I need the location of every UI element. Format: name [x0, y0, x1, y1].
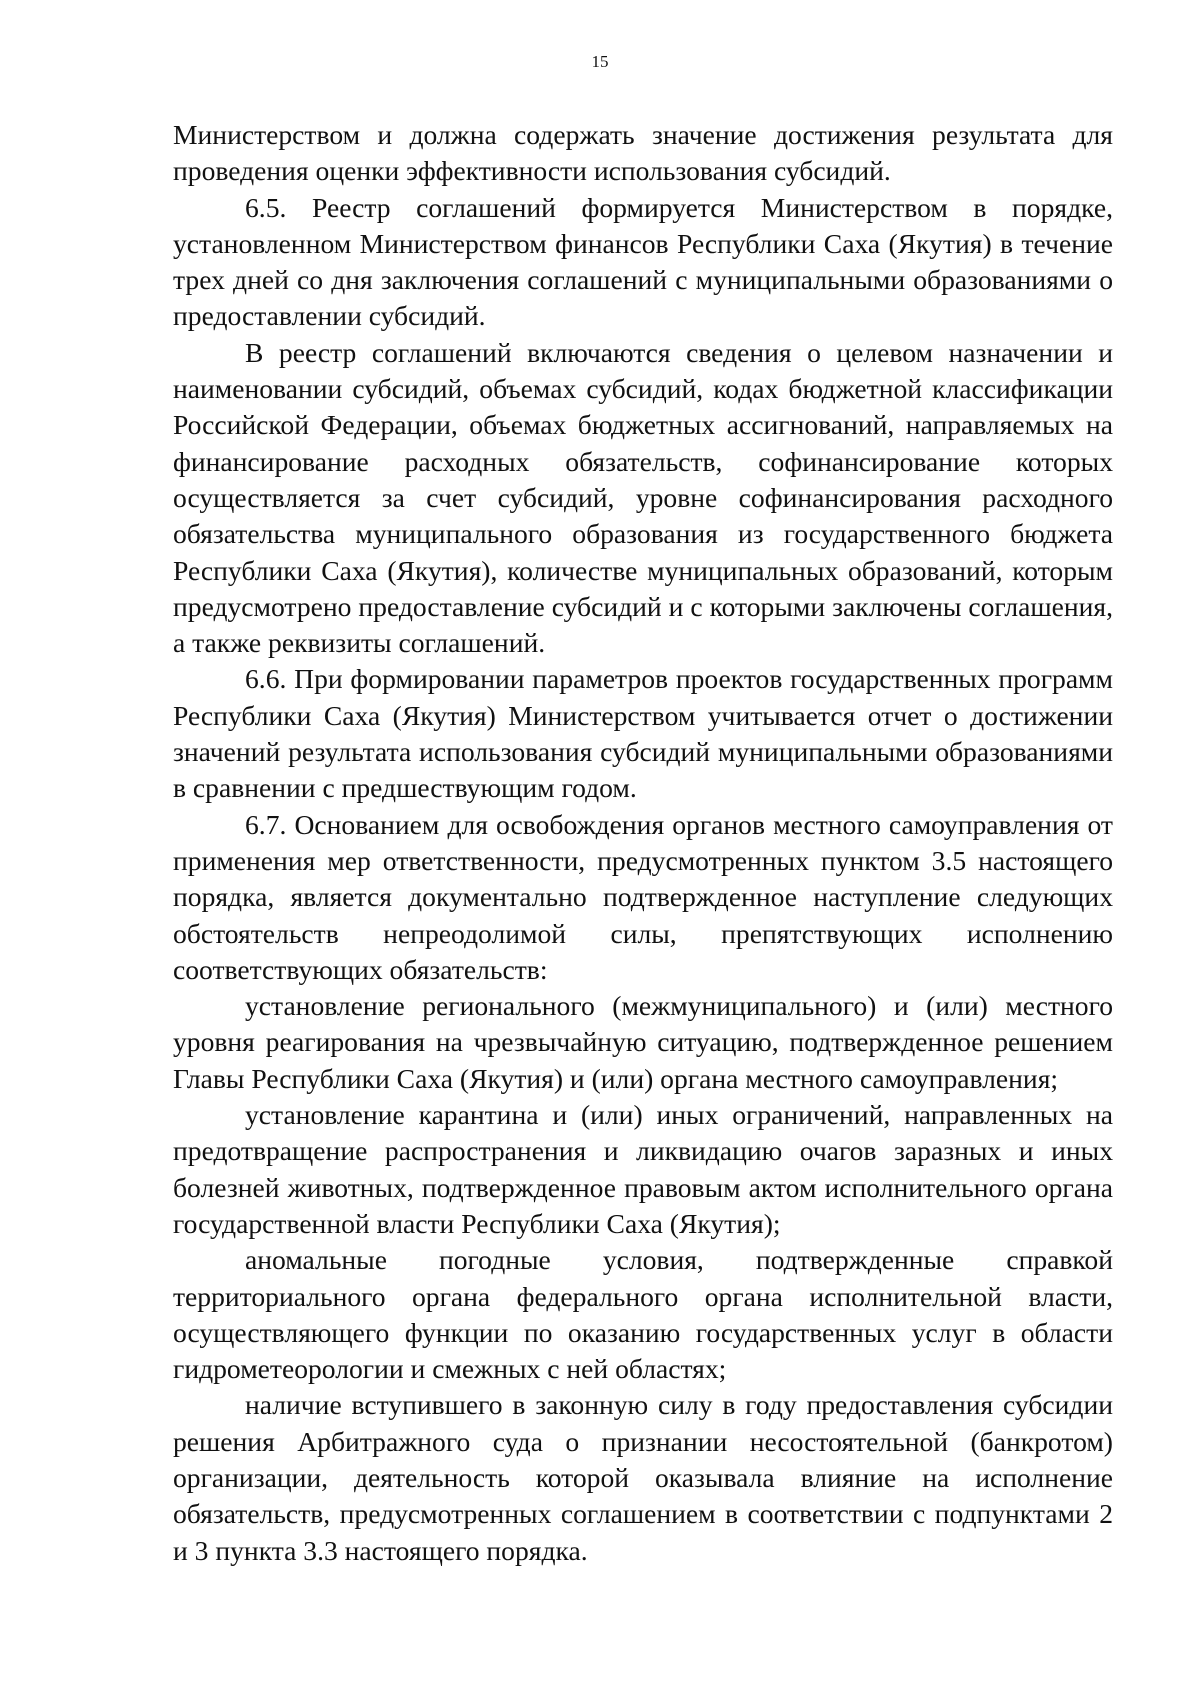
- list-item-emergency: установление регионального (межмуниципального) и (или) местного уровня реагирования на чрезвычайную ситуацию, подтвержденное решением Главы Республики Саха (Якутия) и (или) органа местного самоуправления;: [173, 990, 1113, 1094]
- list-item-bankruptcy: наличие вступившего в законную силу в году предоставления субсидии решения Арбитражного суда о признании несостоятельной (банкротом) организации, деятельность которой оказывала влияние на исполнение обязательств, предусмотренных соглашением в соответствии с подпунктами 2 и 3 пункта 3.3 настоящего порядка.: [173, 1389, 1113, 1566]
- paragraph-6-5: 6.5. Реестр соглашений формируется Министерством в порядке, установленном Министерством финансов Республики Саха (Якутия) в течение трех дней со дня заключения соглашений с муниципальными образованиями о предоставлении субсидий.: [173, 191, 1113, 332]
- page-number: 15: [591, 52, 609, 71]
- paragraph-6-6: 6.6. При формировании параметров проектов государственных программ Республики Саха (Якутия) Министерством учитывается отчет о достижении значений результата использования субсидий муниципальными образованиями в сравнении с предшествующим годом.: [173, 663, 1113, 804]
- document-body: [173, 117, 1113, 1569]
- paragraph-6-7: 6.7. Основанием для освобождения органов местного самоуправления от применения мер ответственности, предусмотренных пунктом 3.5 настоящего порядка, является документально подтвержденное наступление следующих обстоятельств непреодолимой силы, препятствующих исполнению соответствующих обязательств:: [173, 808, 1113, 985]
- paragraph-registry-contents: В реестр соглашений включаются сведения о целевом назначении и наименовании субсидий, объемах субсидий, кодах бюджетной классификации Российской Федерации, объемах бюджетных ассигнований, направляемых на финансирование расходных обязательств, софинансирование которых осуществляется за счет субсидий, уровне софинансирования расходного обязательства муниципального образования из государственного бюджета Республики Саха (Якутия), количестве муниципальных образований, которым предусмотрено предоставление субсидий и с которыми заключены соглашения, а также реквизиты соглашений.: [173, 336, 1113, 659]
- list-item-weather: аномальные погодные условия, подтвержденные справкой территориального органа федерального органа исполнительной власти, осуществляющего функции по оказанию государственных услуг в области гидрометеорологии и смежных с ней областях;: [173, 1244, 1113, 1385]
- list-item-quarantine: установление карантина и (или) иных ограничений, направленных на предотвращение распространения и ликвидацию очагов заразных и иных болезней животных, подтвержденное правовым актом исполнительного органа государственной власти Республики Саха (Якутия);: [173, 1099, 1113, 1239]
- paragraph-continuation: Министерством и должна содержать значение достижения результата для проведения оценки эффективности использования субсидий.: [173, 119, 1113, 187]
